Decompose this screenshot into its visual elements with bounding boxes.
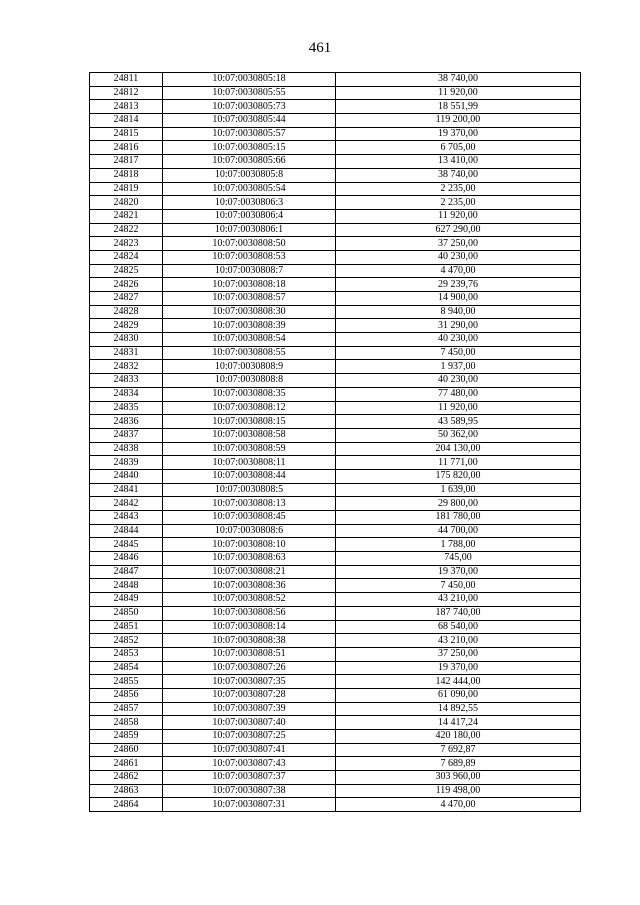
- row-number-cell: 24824: [90, 250, 163, 264]
- row-number-cell: 24850: [90, 606, 163, 620]
- row-number-cell: 24822: [90, 223, 163, 237]
- value-cell: 11 920,00: [336, 401, 581, 415]
- cadastral-number-cell: 10:07:0030808:6: [163, 524, 336, 538]
- row-number-cell: 24852: [90, 634, 163, 648]
- cadastral-number-cell: 10:07:0030808:55: [163, 346, 336, 360]
- table-row: [90, 593, 581, 607]
- table-row: [90, 415, 581, 429]
- table-row: [90, 114, 581, 128]
- cadastral-number-cell: 10:07:0030808:38: [163, 634, 336, 648]
- value-cell: 13 410,00: [336, 155, 581, 169]
- row-number-cell: 24816: [90, 141, 163, 155]
- table-row: [90, 647, 581, 661]
- cadastral-number-cell: 10:07:0030807:31: [163, 798, 336, 812]
- table-row: [90, 757, 581, 771]
- table-row: [90, 716, 581, 730]
- cadastral-number-cell: 10:07:0030805:44: [163, 114, 336, 128]
- table-row: [90, 127, 581, 141]
- value-cell: 14 417,24: [336, 716, 581, 730]
- cadastral-number-cell: 10:07:0030807:40: [163, 716, 336, 730]
- row-number-cell: 24830: [90, 333, 163, 347]
- table-row: [90, 387, 581, 401]
- value-cell: 40 230,00: [336, 374, 581, 388]
- value-cell: 187 740,00: [336, 606, 581, 620]
- value-cell: 1 788,00: [336, 538, 581, 552]
- value-cell: 18 551,99: [336, 100, 581, 114]
- cadastral-number-cell: 10:07:0030808:51: [163, 647, 336, 661]
- table-row: [90, 511, 581, 525]
- row-number-cell: 24842: [90, 497, 163, 511]
- registry-table-body: [90, 73, 581, 812]
- cadastral-number-cell: 10:07:0030808:30: [163, 305, 336, 319]
- row-number-cell: 24820: [90, 196, 163, 210]
- table-row: [90, 428, 581, 442]
- value-cell: 4 470,00: [336, 264, 581, 278]
- row-number-cell: 24817: [90, 155, 163, 169]
- table-row: [90, 620, 581, 634]
- table-row: [90, 250, 581, 264]
- value-cell: 175 820,00: [336, 469, 581, 483]
- cadastral-number-cell: 10:07:0030807:25: [163, 730, 336, 744]
- value-cell: 29 800,00: [336, 497, 581, 511]
- value-cell: 19 370,00: [336, 565, 581, 579]
- cadastral-number-cell: 10:07:0030808:45: [163, 511, 336, 525]
- value-cell: 627 290,00: [336, 223, 581, 237]
- row-number-cell: 24861: [90, 757, 163, 771]
- table-row: [90, 743, 581, 757]
- value-cell: 43 210,00: [336, 634, 581, 648]
- value-cell: 11 771,00: [336, 456, 581, 470]
- row-number-cell: 24855: [90, 675, 163, 689]
- table-row: [90, 333, 581, 347]
- table-row: [90, 661, 581, 675]
- row-number-cell: 24845: [90, 538, 163, 552]
- table-row: [90, 223, 581, 237]
- row-number-cell: 24836: [90, 415, 163, 429]
- value-cell: 303 960,00: [336, 771, 581, 785]
- cadastral-number-cell: 10:07:0030808:58: [163, 428, 336, 442]
- value-cell: 31 290,00: [336, 319, 581, 333]
- cadastral-number-cell: 10:07:0030805:55: [163, 86, 336, 100]
- row-number-cell: 24811: [90, 73, 163, 87]
- table-row: [90, 524, 581, 538]
- value-cell: 420 180,00: [336, 730, 581, 744]
- cadastral-number-cell: 10:07:0030808:14: [163, 620, 336, 634]
- table-row: [90, 730, 581, 744]
- cadastral-number-cell: 10:07:0030808:5: [163, 483, 336, 497]
- row-number-cell: 24843: [90, 511, 163, 525]
- cadastral-number-cell: 10:07:0030805:8: [163, 168, 336, 182]
- row-number-cell: 24858: [90, 716, 163, 730]
- cadastral-number-cell: 10:07:0030808:50: [163, 237, 336, 251]
- table-row: [90, 784, 581, 798]
- value-cell: 11 920,00: [336, 86, 581, 100]
- table-row: [90, 456, 581, 470]
- value-cell: 4 470,00: [336, 798, 581, 812]
- cadastral-number-cell: 10:07:0030807:28: [163, 688, 336, 702]
- cadastral-number-cell: 10:07:0030805:18: [163, 73, 336, 87]
- cadastral-number-cell: 10:07:0030805:54: [163, 182, 336, 196]
- table-row: [90, 319, 581, 333]
- table-row: [90, 264, 581, 278]
- table-row: [90, 469, 581, 483]
- row-number-cell: 24819: [90, 182, 163, 196]
- row-number-cell: 24837: [90, 428, 163, 442]
- row-number-cell: 24823: [90, 237, 163, 251]
- cadastral-number-cell: 10:07:0030808:56: [163, 606, 336, 620]
- value-cell: 7 450,00: [336, 346, 581, 360]
- table-row: [90, 606, 581, 620]
- registry-table: [89, 72, 581, 812]
- value-cell: 38 740,00: [336, 168, 581, 182]
- table-row: [90, 565, 581, 579]
- row-number-cell: 24851: [90, 620, 163, 634]
- value-cell: 61 090,00: [336, 688, 581, 702]
- value-cell: 745,00: [336, 552, 581, 566]
- table-row: [90, 634, 581, 648]
- row-number-cell: 24825: [90, 264, 163, 278]
- cadastral-number-cell: 10:07:0030808:53: [163, 250, 336, 264]
- value-cell: 119 498,00: [336, 784, 581, 798]
- table-row: [90, 702, 581, 716]
- cadastral-number-cell: 10:07:0030808:59: [163, 442, 336, 456]
- cadastral-number-cell: 10:07:0030807:43: [163, 757, 336, 771]
- value-cell: 43 589,95: [336, 415, 581, 429]
- row-number-cell: 24844: [90, 524, 163, 538]
- cadastral-number-cell: 10:07:0030808:9: [163, 360, 336, 374]
- cadastral-number-cell: 10:07:0030808:21: [163, 565, 336, 579]
- value-cell: 37 250,00: [336, 237, 581, 251]
- row-number-cell: 24812: [90, 86, 163, 100]
- cadastral-number-cell: 10:07:0030807:37: [163, 771, 336, 785]
- cadastral-number-cell: 10:07:0030808:44: [163, 469, 336, 483]
- table-row: [90, 771, 581, 785]
- table-row: [90, 305, 581, 319]
- value-cell: 119 200,00: [336, 114, 581, 128]
- row-number-cell: 24829: [90, 319, 163, 333]
- table-row: [90, 346, 581, 360]
- row-number-cell: 24841: [90, 483, 163, 497]
- row-number-cell: 24863: [90, 784, 163, 798]
- row-number-cell: 24839: [90, 456, 163, 470]
- row-number-cell: 24859: [90, 730, 163, 744]
- table-row: [90, 155, 581, 169]
- table-row: [90, 374, 581, 388]
- row-number-cell: 24848: [90, 579, 163, 593]
- cadastral-number-cell: 10:07:0030807:38: [163, 784, 336, 798]
- value-cell: 38 740,00: [336, 73, 581, 87]
- cadastral-number-cell: 10:07:0030806:1: [163, 223, 336, 237]
- value-cell: 7 692,87: [336, 743, 581, 757]
- row-number-cell: 24832: [90, 360, 163, 374]
- cadastral-number-cell: 10:07:0030805:57: [163, 127, 336, 141]
- cadastral-number-cell: 10:07:0030808:8: [163, 374, 336, 388]
- table-row: [90, 292, 581, 306]
- value-cell: 40 230,00: [336, 250, 581, 264]
- value-cell: 37 250,00: [336, 647, 581, 661]
- value-cell: 14 900,00: [336, 292, 581, 306]
- value-cell: 7 689,89: [336, 757, 581, 771]
- value-cell: 7 450,00: [336, 579, 581, 593]
- table-row: [90, 168, 581, 182]
- cadastral-number-cell: 10:07:0030805:15: [163, 141, 336, 155]
- row-number-cell: 24813: [90, 100, 163, 114]
- value-cell: 204 130,00: [336, 442, 581, 456]
- cadastral-number-cell: 10:07:0030808:10: [163, 538, 336, 552]
- table-row: [90, 538, 581, 552]
- value-cell: 1 937,00: [336, 360, 581, 374]
- row-number-cell: 24835: [90, 401, 163, 415]
- cadastral-number-cell: 10:07:0030808:63: [163, 552, 336, 566]
- table-row: [90, 688, 581, 702]
- table-row: [90, 552, 581, 566]
- value-cell: 8 940,00: [336, 305, 581, 319]
- value-cell: 40 230,00: [336, 333, 581, 347]
- row-number-cell: 24864: [90, 798, 163, 812]
- table-row: [90, 182, 581, 196]
- row-number-cell: 24834: [90, 387, 163, 401]
- table-row: [90, 483, 581, 497]
- value-cell: 11 920,00: [336, 209, 581, 223]
- cadastral-number-cell: 10:07:0030807:26: [163, 661, 336, 675]
- table-row: [90, 442, 581, 456]
- cadastral-number-cell: 10:07:0030808:13: [163, 497, 336, 511]
- row-number-cell: 24849: [90, 593, 163, 607]
- cadastral-number-cell: 10:07:0030808:54: [163, 333, 336, 347]
- row-number-cell: 24814: [90, 114, 163, 128]
- value-cell: 68 540,00: [336, 620, 581, 634]
- table-row: [90, 73, 581, 87]
- table-row: [90, 86, 581, 100]
- row-number-cell: 24860: [90, 743, 163, 757]
- value-cell: 44 700,00: [336, 524, 581, 538]
- cadastral-number-cell: 10:07:0030808:18: [163, 278, 336, 292]
- row-number-cell: 24833: [90, 374, 163, 388]
- value-cell: 50 362,00: [336, 428, 581, 442]
- cadastral-number-cell: 10:07:0030806:3: [163, 196, 336, 210]
- table-row: [90, 209, 581, 223]
- cadastral-number-cell: 10:07:0030808:52: [163, 593, 336, 607]
- row-number-cell: 24815: [90, 127, 163, 141]
- row-number-cell: 24828: [90, 305, 163, 319]
- cadastral-number-cell: 10:07:0030808:7: [163, 264, 336, 278]
- page-number: 461: [308, 40, 332, 56]
- cadastral-number-cell: 10:07:0030807:41: [163, 743, 336, 757]
- value-cell: 77 480,00: [336, 387, 581, 401]
- row-number-cell: 24838: [90, 442, 163, 456]
- row-number-cell: 24857: [90, 702, 163, 716]
- value-cell: 181 780,00: [336, 511, 581, 525]
- value-cell: 1 639,00: [336, 483, 581, 497]
- value-cell: 29 239,76: [336, 278, 581, 292]
- cadastral-number-cell: 10:07:0030808:11: [163, 456, 336, 470]
- value-cell: 19 370,00: [336, 127, 581, 141]
- cadastral-number-cell: 10:07:0030808:57: [163, 292, 336, 306]
- cadastral-number-cell: 10:07:0030808:12: [163, 401, 336, 415]
- value-cell: 43 210,00: [336, 593, 581, 607]
- value-cell: 2 235,00: [336, 196, 581, 210]
- value-cell: 6 705,00: [336, 141, 581, 155]
- value-cell: 19 370,00: [336, 661, 581, 675]
- row-number-cell: 24818: [90, 168, 163, 182]
- table-row: [90, 360, 581, 374]
- table-row: [90, 141, 581, 155]
- row-number-cell: 24821: [90, 209, 163, 223]
- row-number-cell: 24856: [90, 688, 163, 702]
- row-number-cell: 24853: [90, 647, 163, 661]
- cadastral-number-cell: 10:07:0030807:39: [163, 702, 336, 716]
- value-cell: 2 235,00: [336, 182, 581, 196]
- cadastral-number-cell: 10:07:0030805:73: [163, 100, 336, 114]
- row-number-cell: 24862: [90, 771, 163, 785]
- table-row: [90, 579, 581, 593]
- table-row: [90, 401, 581, 415]
- row-number-cell: 24854: [90, 661, 163, 675]
- value-cell: 14 892,55: [336, 702, 581, 716]
- cadastral-number-cell: 10:07:0030808:15: [163, 415, 336, 429]
- row-number-cell: 24826: [90, 278, 163, 292]
- cadastral-number-cell: 10:07:0030808:35: [163, 387, 336, 401]
- table-row: [90, 100, 581, 114]
- table-row: [90, 675, 581, 689]
- table-row: [90, 278, 581, 292]
- cadastral-number-cell: 10:07:0030806:4: [163, 209, 336, 223]
- table-row: [90, 497, 581, 511]
- table-row: [90, 237, 581, 251]
- cadastral-number-cell: 10:07:0030808:36: [163, 579, 336, 593]
- table-row: [90, 196, 581, 210]
- value-cell: 142 444,00: [336, 675, 581, 689]
- row-number-cell: 24847: [90, 565, 163, 579]
- row-number-cell: 24840: [90, 469, 163, 483]
- table-row: [90, 798, 581, 812]
- cadastral-number-cell: 10:07:0030805:66: [163, 155, 336, 169]
- cadastral-number-cell: 10:07:0030808:39: [163, 319, 336, 333]
- row-number-cell: 24831: [90, 346, 163, 360]
- row-number-cell: 24827: [90, 292, 163, 306]
- cadastral-number-cell: 10:07:0030807:35: [163, 675, 336, 689]
- row-number-cell: 24846: [90, 552, 163, 566]
